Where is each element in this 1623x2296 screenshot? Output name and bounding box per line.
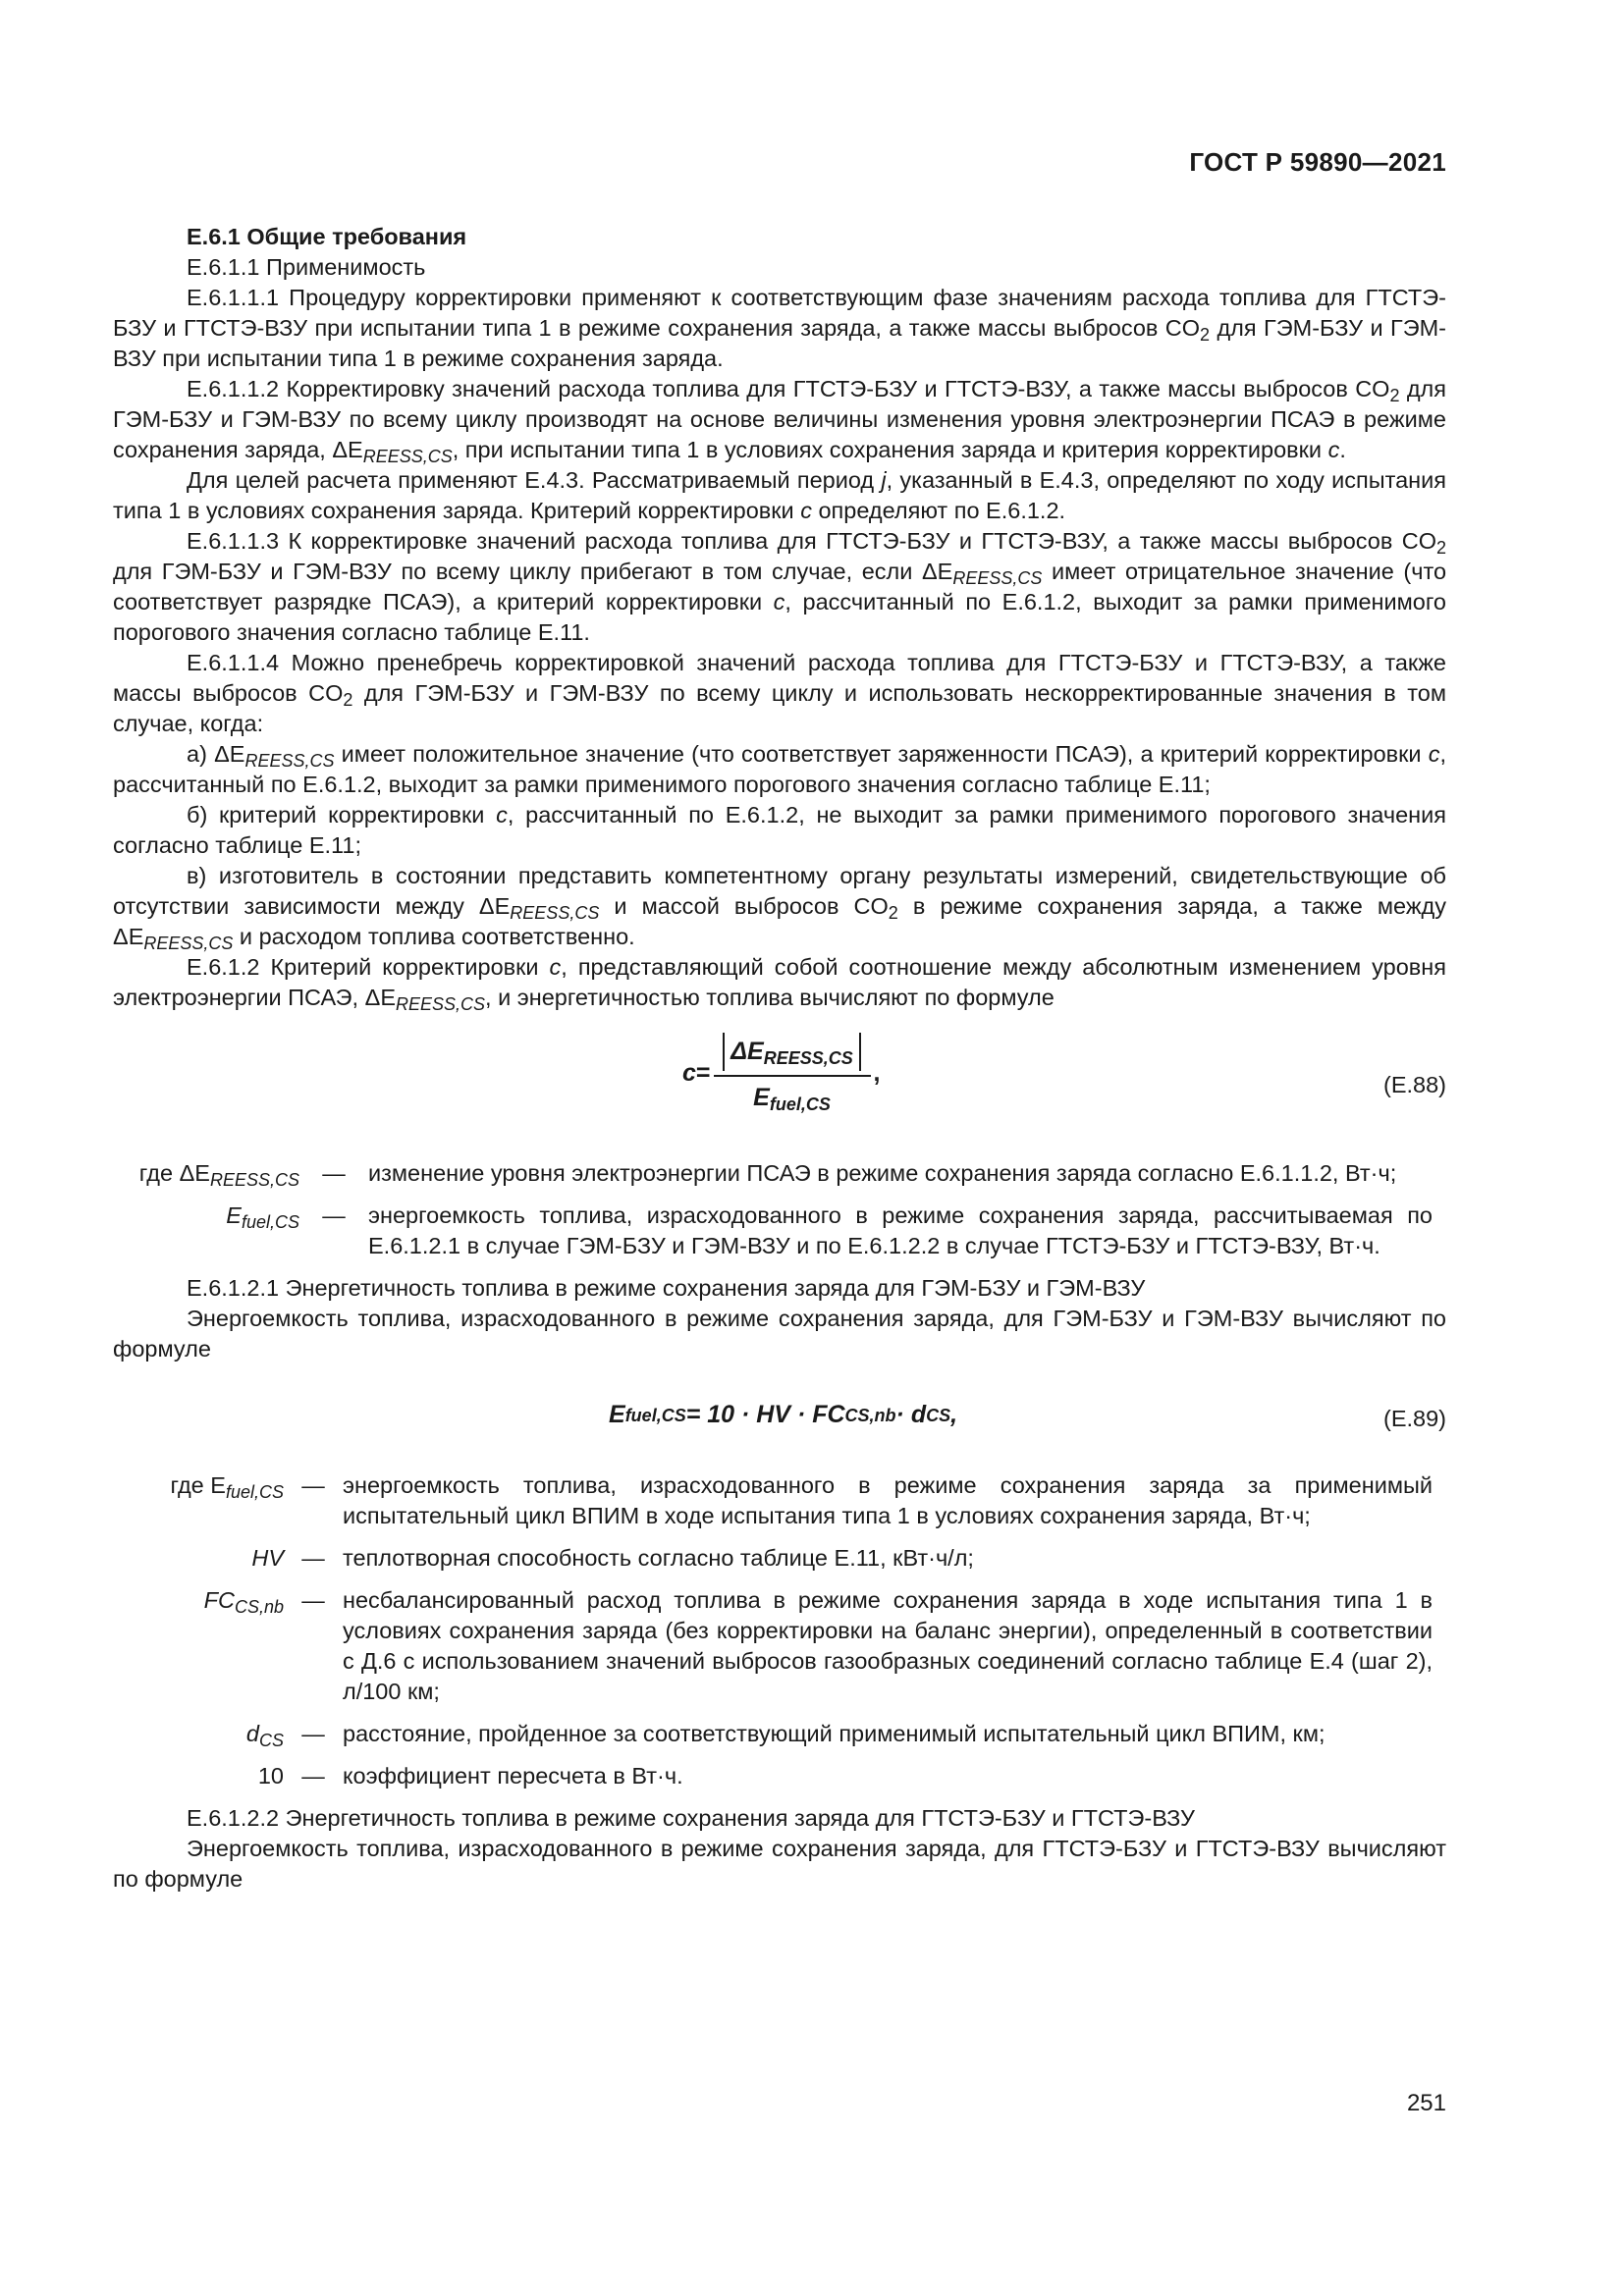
formula-e88-fraction <box>714 1033 871 1113</box>
subsection-applicability: Е.6.1.1 Применимость <box>187 254 426 280</box>
where-list-e89 <box>113 1470 1446 1803</box>
formula-e89-expression: E fuel,CS = 10 · HV · FC CS,nb · d CS , <box>609 1401 958 1428</box>
formula-e88-numerator: $\Delta E_{REESS,CS}$ <box>723 1033 861 1071</box>
formula-e89 <box>113 1386 1446 1457</box>
section-title: Е.6.1 Общие требования <box>187 224 467 249</box>
page-body <box>113 222 1446 1895</box>
paragraph-e6122-body: Энергоемкость топлива, израсходованного в режиме сохранения заряда, для ГТСТЭ-БЗУ и ГТСТЭ-ВЗУ вычисляют по формуле <box>113 1836 1446 1892</box>
subsection-e6122: Е.6.1.2.2 Энергетичность топлива в режиме сохранения заряда для ГТСТЭ-БЗУ и ГТСТЭ-ВЗУ <box>187 1805 1195 1831</box>
where-row: где $E_{fuel,CS}$ — энергоемкость топлива, израсходованного в режиме сохранения заряда за применимый испытательный цикл ВПИМ в ходе испытания типа 1 в условиях сохранения заряда, Вт·ч; <box>170 1472 1433 1528</box>
paragraph-e6111: Е.6.1.1.1 Процедуру корректировки применяют к соответствующим фазе значениям расхода топлива для ГТСТЭ-БЗУ и ГТСТЭ-ВЗУ при испытании типа 1 в режиме сохранения заряда, а также массы выбросов $CO_2$ для ГЭМ-БЗУ и ГЭМ-ВЗУ при испытании типа 1 в режиме сохранения заряда. <box>113 285 1446 371</box>
formula-e88 <box>113 1027 1446 1145</box>
page-number: 251 <box>1406 2090 1446 2116</box>
paragraph-e6112: Е.6.1.1.2 Корректировку значений расхода топлива для ГТСТЭ-БЗУ и ГТСТЭ-ВЗУ, а также массы выбросов $CO_2$ для ГЭМ-БЗУ и ГЭМ-ВЗУ по всему циклу производят на основе величины изменения уровня электроэнергии ПСАЭ в режиме сохранения заряда, $\Delta E_{REESS,CS}$, при испытании типа 1 в условиях сохранения заряда и критерия корректировки c. <box>113 376 1446 466</box>
list-item-c: в) изготовитель в состоянии представить компетентному органу результаты измерений, свидетельствующие об отсутствии зависимости между $\Delta E_{REESS,CS}$ и массой выбросов $CO_2$ в режиме сохранения заряда, а также между $\Delta E_{REESS,CS}$ и расходом топлива соответственно. <box>113 863 1446 953</box>
subsection-e6121: Е.6.1.2.1 Энергетичность топлива в режиме сохранения заряда для ГЭМ-БЗУ и ГЭМ-ВЗУ <box>187 1275 1146 1301</box>
paragraph-calc-purpose: Для целей расчета применяют Е.4.3. Рассматриваемый период j, указанный в Е.4.3, определяют по ходу испытания типа 1 в условиях сохранения заряда. Критерий корректировки c определяют по Е.6.1.2. <box>113 467 1446 523</box>
where-row: 10 — коэффициент пересчета в Вт·ч. <box>257 1763 683 1789</box>
where-row: где $\Delta E_{REESS,CS}$ — изменение уровня электроэнергии ПСАЭ в режиме сохранения заряда согласно Е.6.1.1.2, Вт·ч; <box>138 1160 1397 1190</box>
where-row: $FC_{CS,nb}$ — несбалансированный расход топлива в режиме сохранения заряда в ходе испытания типа 1 в условиях сохранения заряда (без корректировки на баланс энергии), определенный в соответствии с Д.6 с использованием значений выбросов газообразных соединений согласно таблице Е.4 (шаг 2), л/100 км; <box>203 1587 1433 1704</box>
document-header: ГОСТ Р 59890—2021 <box>1189 147 1446 177</box>
where-list-e88 <box>113 1158 1446 1273</box>
paragraph-e6114: Е.6.1.1.4 Можно пренебречь корректировкой значений расхода топлива для ГТСТЭ-БЗУ и ГТСТЭ-ВЗУ, а также массы выбросов $CO_2$ для ГЭМ-БЗУ и ГЭМ-ВЗУ по всему циклу и использовать нескорректированные значения в том случае, когда: <box>113 650 1446 736</box>
paragraph-e6121-body: Энергоемкость топлива, израсходованного в режиме сохранения заряда, для ГЭМ-БЗУ и ГЭМ-ВЗУ вычисляют по формуле <box>113 1306 1446 1362</box>
formula-e88-expression: c = $\frac{\Delta E_{REESS,CS}}{E_{fuel,CS}}$ , <box>682 1033 880 1113</box>
where-row: $E_{fuel,CS}$ — энергоемкость топлива, израсходованного в режиме сохранения заряда, рассчитываемая по Е.6.1.2.1 в случае ГЭМ-БЗУ и ГЭМ-ВЗУ и по Е.6.1.2.2 в случае ГТСТЭ-БЗУ и ГТСТЭ-ВЗУ, Вт·ч. <box>226 1202 1433 1258</box>
paragraph-e6113: Е.6.1.1.3 К корректировке значений расхода топлива для ГТСТЭ-БЗУ и ГТСТЭ-ВЗУ, а также массы выбросов $CO_2$ для ГЭМ-БЗУ и ГЭМ-ВЗУ по всему циклу прибегают в том случае, если $\Delta E_{REESS,CS}$ имеет отрицательное значение (что соответствует разрядке ПСАЭ), а критерий корректировки c, рассчитанный по Е.6.1.2, выходит за рамки применимого порогового значения согласно таблице Е.11. <box>113 528 1447 645</box>
where-row: HV — теплотворная способность согласно таблице Е.11, кВт·ч/л; <box>251 1545 974 1571</box>
list-item-b: б) критерий корректировки c, рассчитанный по Е.6.1.2, не выходит за рамки применимого порогового значения согласно таблице Е.11; <box>113 802 1446 858</box>
paragraph-e612: Е.6.1.2 Критерий корректировки c, представляющий собой соотношение между абсолютным изменением уровня электроэнергии ПСАЭ, $\Delta E_{REESS,CS}$, и энергетичностью топлива вычисляют по формуле <box>113 954 1446 1014</box>
formula-e88-denominator: $E_{fuel,CS}$ <box>753 1084 831 1114</box>
where-row: $d_{CS}$ — расстояние, пройденное за соответствующий применимый испытательный цикл ВПИМ, км; <box>245 1721 1325 1750</box>
formula-e88-number: (Е.88) <box>1383 1072 1446 1097</box>
formula-e89-number: (Е.89) <box>1383 1406 1446 1431</box>
list-item-a: а) $\Delta E_{REESS,CS}$ имеет положительное значение (что соответствует заряженности ПСАЭ), а критерий корректировки c, рассчитанный по Е.6.1.2, выходит за рамки применимого порогового значения согласно таблице Е.11; <box>113 741 1447 797</box>
